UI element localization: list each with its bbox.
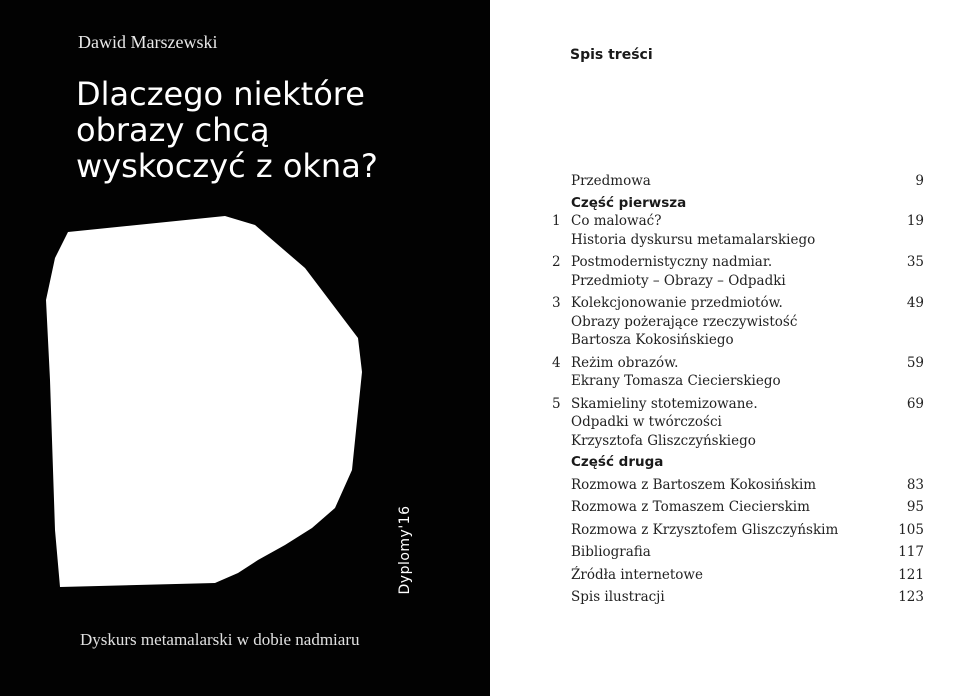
toc-entry [530, 498, 924, 517]
chapter-number: 4 [552, 354, 561, 371]
cover-author: Dawid Marszewski [78, 32, 218, 52]
toc-part-two-label: Część druga [571, 454, 664, 470]
toc-chapter-1 [530, 212, 924, 249]
toc-chapter-3 [530, 294, 924, 350]
chapter-title-line: Odpadki w twórczości [571, 414, 722, 430]
chapter-title-line: Obrazy pożerające rzeczywistość [571, 313, 798, 330]
toc-entry [530, 543, 924, 562]
chapter-title-line: Bartosza Kokosińskiego [571, 332, 734, 348]
toc-entry-title: Rozmowa z Tomaszem Ciecierskim [571, 499, 810, 515]
chapter-page: 69 [906, 395, 924, 412]
toc-chapter-4 [530, 354, 924, 391]
toc-heading: Spis treści [570, 47, 653, 63]
toc-list [530, 172, 924, 607]
series-label-rotated [395, 500, 415, 600]
chapter-title-line: Skamieliny stotemizowane. [571, 395, 758, 412]
chapter-title-line: Przedmioty – Obrazy – Odpadki [571, 272, 786, 289]
toc-entry [530, 476, 924, 495]
toc-entry-page: 121 [898, 566, 924, 583]
toc-entry [530, 521, 924, 540]
table-of-contents-page [490, 0, 968, 696]
chapter-number: 3 [552, 295, 561, 311]
toc-entry-title: Przedmowa [571, 173, 651, 189]
toc-entry-page: 123 [898, 589, 924, 605]
series-label: Dyplomy'16 [397, 505, 413, 595]
chapter-title-line: Historia dyskursu metamalarskiego [571, 231, 816, 248]
chapter-title-line: Co malować? [571, 213, 662, 229]
chapter-page: 49 [906, 295, 924, 311]
toc-entry-title: Rozmowa z Krzysztofem Gliszczyńskim [571, 521, 839, 538]
chapter-title-line: Postmodernistyczny nadmiar. [571, 254, 773, 270]
chapter-page: 35 [906, 254, 924, 270]
toc-entry [530, 566, 924, 585]
toc-entry-page: 9 [915, 173, 924, 189]
toc-entry-title: Bibliografia [571, 544, 651, 560]
toc-part-one-label: Część pierwsza [571, 194, 687, 211]
toc-entry-page: 105 [898, 521, 924, 538]
toc-entry-page: 117 [898, 544, 924, 560]
toc-chapter-2 [530, 253, 924, 290]
toc-entry-title: Rozmowa z Bartoszem Kokosińskim [571, 476, 817, 493]
toc-entry [530, 588, 924, 607]
cover-title-line: obrazy chcą [76, 111, 270, 149]
toc-entry-page: 95 [906, 499, 924, 515]
chapter-page: 59 [906, 354, 924, 371]
toc-entry-preface [530, 172, 924, 191]
toc-entry-title: Spis ilustracji [571, 589, 665, 605]
chapter-number: 5 [552, 395, 561, 412]
chapter-title-line: Krzysztofa Gliszczyńskiego [571, 432, 756, 449]
toc-entry-page: 83 [906, 476, 924, 493]
chapter-page: 19 [906, 213, 924, 229]
cover-title-line: wyskoczyć z okna? [76, 147, 378, 185]
toc-entry-title: Źródła internetowe [571, 566, 703, 583]
chapter-number: 2 [552, 254, 561, 270]
cover-title-line: Dlaczego niektóre [76, 75, 365, 113]
chapter-title-line: Reżim obrazów. [571, 354, 679, 371]
chapter-title-line: Ekrany Tomasza Ciecierskiego [571, 373, 781, 389]
toc-chapter-5 [530, 395, 924, 451]
cover-subtitle: Dyskurs metamalarski w dobie nadmiaru [80, 630, 360, 649]
chapter-number: 1 [552, 213, 561, 229]
chapter-title-line: Kolekcjonowanie przedmiotów. [571, 295, 783, 311]
white-polygon [46, 216, 362, 587]
